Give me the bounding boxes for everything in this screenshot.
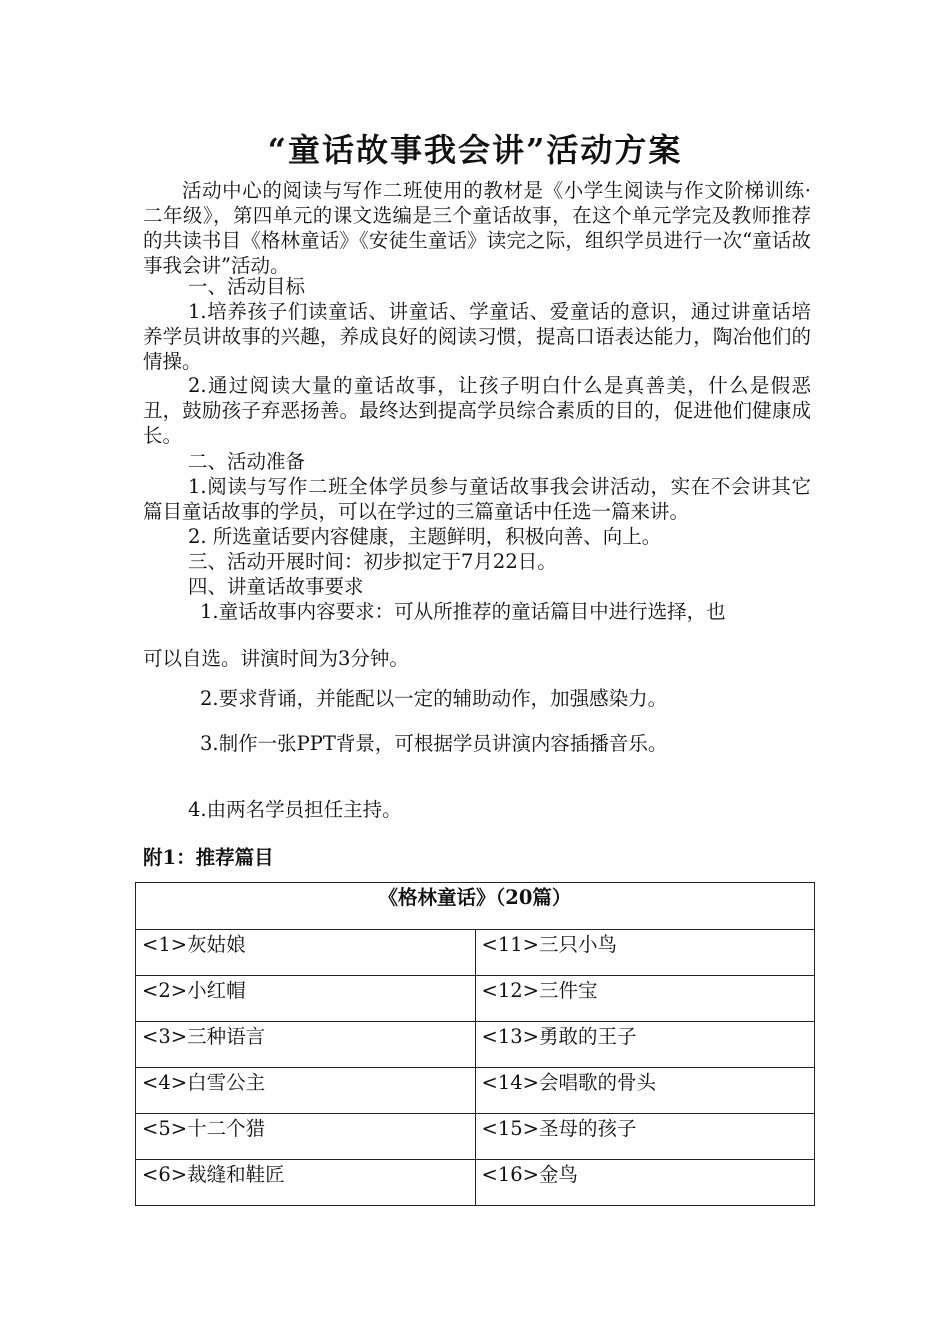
table-row [136,1068,815,1114]
table-cell: <13>勇敢的王子 [475,1022,815,1068]
table-row [136,976,815,1022]
table-header: 《格林童话》（20篇） [136,883,815,930]
appendix-label: 附1：推荐篇目 [143,846,274,869]
table-cell: <5>十二个猎 [136,1114,476,1160]
table-row [136,1022,815,1068]
table-cell: <15>圣母的孩子 [475,1114,815,1160]
section1-heading: 一、活动目标 [188,275,306,298]
section4-item-1a: 1.童话故事内容要求：可从所推荐的童话篇目中进行选择，也 [200,600,726,623]
section3-text: 三、活动开展时间：初步拟定于7月22日。 [188,550,557,573]
section4-heading: 四、讲童话故事要求 [188,575,364,598]
table-row [136,1114,815,1160]
section1-item-2: 2.通过阅读大量的童话故事，让孩子明白什么是真善美，什么是假恶丑，鼓励孩子弃恶扬善。最终达到提高学员综合素质的目的，促进他们健康成长。 [143,374,811,447]
section4-item-4: 4.由两名学员担任主持。 [188,798,402,821]
section1-item-1: 1.培养孩子们读童话、讲童话、学童话、爱童话的意识，通过讲童话培养学员讲故事的兴趣，养成良好的阅读习惯，提高口语表达能力，陶冶他们的情操。 [143,300,811,373]
table-cell: <3>三种语言 [136,1022,476,1068]
table-cell: <1>灰姑娘 [136,930,476,976]
table-cell: <6>裁缝和鞋匠 [136,1160,476,1206]
table-cell: <2>小红帽 [136,976,476,1022]
table-row [136,930,815,976]
section4-item-3: 3.制作一张PPT背景，可根据学员讲演内容插播音乐。 [200,732,668,755]
table-cell: <11>三只小鸟 [475,930,815,976]
section2-item-2: 2. 所选童话要内容健康，主题鲜明，积极向善、向上。 [188,525,662,548]
table-header-row [136,883,815,930]
section2-heading: 二、活动准备 [188,450,306,473]
table-cell: <4>白雪公主 [136,1068,476,1114]
section2-item-1: 1.阅读与写作二班全体学员参与童话故事我会讲活动，实在不会讲其它篇目童话故事的学员，可以在学过的三篇童话中任选一篇来讲。 [143,475,811,523]
recommended-titles-table [135,882,815,1206]
intro-paragraph: 活动中心的阅读与写作二班使用的教材是《小学生阅读与作文阶梯训练·二年级》，第四单元的课文选编是三个童话故事，在这个单元学完及教师推荐的共读书目《格林童话》《安徒生童话》读完之际，组织学员进行一次“童话故事我会讲”活动。 [143,179,811,277]
page-title: “童话故事我会讲”活动方案 [267,131,683,169]
section4-item-1b: 可以自选。讲演时间为3分钟。 [143,647,409,670]
table-cell: <12>三件宝 [475,976,815,1022]
table-row [136,1160,815,1206]
table-cell: <14>会唱歌的骨头 [475,1068,815,1114]
table-cell: <16>金鸟 [475,1160,815,1206]
section4-item-2: 2.要求背诵，并能配以一定的辅助动作，加强感染力。 [200,687,668,710]
